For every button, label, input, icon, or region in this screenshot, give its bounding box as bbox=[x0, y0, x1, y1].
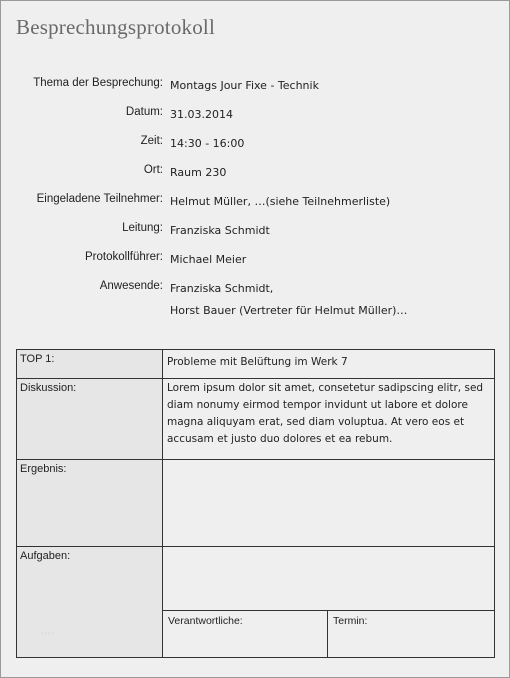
meta-value: Franziska Schmidt bbox=[170, 224, 270, 237]
due-label: Termin: bbox=[333, 615, 368, 627]
meta-value: Michael Meier bbox=[170, 253, 247, 266]
top-label: TOP 1: bbox=[20, 353, 55, 365]
result-label: Ergebnis: bbox=[20, 463, 67, 475]
meta-value: 31.03.2014 bbox=[170, 108, 233, 121]
tasks-cell[interactable] bbox=[163, 547, 494, 610]
meta-row-invited bbox=[1, 193, 510, 213]
top-value-cell bbox=[163, 350, 494, 378]
meta-label: Ort: bbox=[143, 164, 163, 176]
meta-row-date bbox=[1, 106, 510, 126]
meta-label: Datum: bbox=[125, 106, 163, 118]
meta-label: Anwesende: bbox=[99, 280, 163, 292]
result-cell[interactable] bbox=[163, 460, 494, 546]
watermark-logo: ▭▭ bbox=[41, 630, 55, 637]
page-title: Besprechungsprotokoll bbox=[16, 15, 216, 39]
meta-value-continued: Horst Bauer (Vertreter für Helmut Müller)… bbox=[170, 304, 408, 317]
responsible-label: Verantwortliche: bbox=[168, 615, 243, 627]
meta-value: Montags Jour Fixe - Technik bbox=[170, 79, 319, 92]
top-value: Probleme mit Belüftung im Werk 7 bbox=[167, 356, 348, 368]
meta-value: Helmut Müller, …(siehe Teilnehmerliste) bbox=[170, 195, 391, 208]
meta-row-location bbox=[1, 164, 510, 184]
meta-value: 14:30 - 16:00 bbox=[170, 137, 245, 150]
tasks-subdivider bbox=[163, 610, 494, 611]
agenda-table bbox=[16, 349, 495, 658]
tasks-label: Aufgaben: bbox=[20, 550, 71, 562]
meta-row-lead bbox=[1, 222, 510, 242]
discussion-label: Diskussion: bbox=[20, 382, 77, 394]
discussion-text: Lorem ipsum dolor sit amet, consetetur sadipscing elitr, sed diam nonumy eirmod tempor invidunt ut labore et dolore magna aliquyam erat, sed diam voluptua. At vero eos et accusam et justo duo dolores et ea rebum. bbox=[167, 382, 484, 445]
meta-row-topic bbox=[1, 77, 510, 97]
label-column bbox=[17, 350, 163, 657]
meta-label: Leitung: bbox=[122, 222, 163, 234]
tasks-column-divider bbox=[327, 611, 328, 657]
meta-row-attendees bbox=[1, 280, 510, 324]
meta-label: Thema der Besprechung: bbox=[33, 77, 163, 89]
discussion-cell bbox=[163, 379, 494, 459]
meta-label: Zeit: bbox=[140, 135, 163, 147]
meta-value: Franziska Schmidt, bbox=[170, 282, 274, 295]
meta-label: Eingeladene Teilnehmer: bbox=[36, 193, 163, 205]
meta-label: Protokollführer: bbox=[85, 251, 163, 263]
meta-row-time bbox=[1, 135, 510, 155]
meta-row-recorder bbox=[1, 251, 510, 271]
meta-value: Raum 230 bbox=[170, 166, 227, 179]
